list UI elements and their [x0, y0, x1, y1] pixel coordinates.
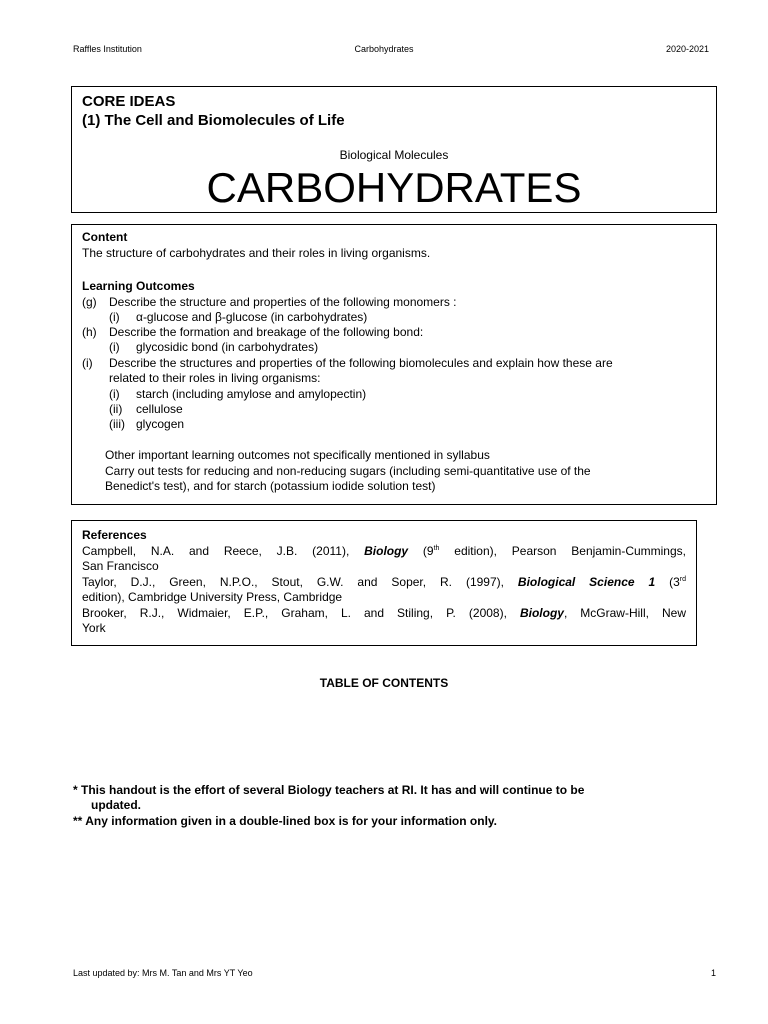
- note-1: * This handout is the effort of several Biology teachers at RI. It has and will continue to be: [73, 783, 585, 797]
- outcome-h-text: Describe the formation and breakage of the following bond:: [109, 325, 424, 339]
- footer-updated-by: Last updated by: Mrs M. Tan and Mrs YT Yeo: [73, 968, 253, 978]
- content-heading: Content: [82, 230, 128, 244]
- reference-3-cont: York: [82, 621, 106, 635]
- outcome-i-label: (i): [82, 356, 93, 370]
- content-text: The structure of carbohydrates and their roles in living organisms.: [82, 246, 431, 260]
- core-idea-title: (1) The Cell and Biomolecules of Life: [82, 112, 345, 129]
- outcome-i-iii-text: glycogen: [136, 417, 185, 431]
- reference-1: Campbell, N.A. and Reece, J.B. (2011), Biology (9th edition), Pearson Benjamin-Cummings,: [82, 544, 686, 558]
- document-title: CARBOHYDRATES: [206, 164, 582, 211]
- outcome-h-label: (h): [82, 325, 97, 339]
- references-heading: References: [82, 528, 147, 542]
- document-subtitle: Biological Molecules: [339, 148, 449, 162]
- title-box: [71, 86, 717, 213]
- core-ideas-label: CORE IDEAS: [82, 93, 176, 110]
- reference-2-cont: edition), Cambridge University Press, Cambridge: [82, 590, 343, 604]
- outcome-g-text: Describe the structure and properties of the following monomers :: [109, 295, 457, 309]
- header-center: Carbohydrates: [354, 44, 414, 54]
- toc-title: TABLE OF CONTENTS: [319, 676, 449, 690]
- other-outcomes-text-2: Benedict's test), and for starch (potassium iodide solution test): [105, 479, 436, 493]
- outcome-i-iii-label: (iii): [109, 417, 125, 431]
- note-2: ** Any information given in a double-lined box is for your information only.: [73, 814, 498, 828]
- outcome-h-i-text: glycosidic bond (in carbohydrates): [136, 340, 319, 354]
- outcome-i-i-text: starch (including amylose and amylopectin): [136, 387, 367, 401]
- outcome-g-i-text: α-glucose and β-glucose (in carbohydrates): [136, 310, 368, 324]
- header-left: Raffles Institution: [73, 44, 142, 54]
- note-1-cont: updated.: [91, 798, 141, 812]
- outcome-g-label: (g): [82, 295, 97, 309]
- header-right: 2020-2021: [665, 44, 709, 54]
- content-box: [71, 224, 717, 505]
- page-number: 1: [710, 968, 716, 978]
- learning-outcomes-heading: Learning Outcomes: [82, 279, 195, 293]
- references-box: [71, 520, 697, 646]
- outcome-h-i-label: (i): [109, 340, 120, 354]
- reference-1-cont: San Francisco: [82, 559, 159, 573]
- reference-2: Taylor, D.J., Green, N.P.O., Stout, G.W. and Soper, R. (1997), Biological Science 1 (3rd: [82, 575, 686, 589]
- outcome-i-ii-text: cellulose: [136, 402, 183, 416]
- outcome-i-text-1: Describe the structures and properties of the following biomolecules and explain how these are: [109, 356, 613, 370]
- outcome-i-ii-label: (ii): [109, 402, 123, 416]
- other-outcomes-heading: Other important learning outcomes not specifically mentioned in syllabus: [105, 448, 490, 462]
- other-outcomes-text-1: Carry out tests for reducing and non-reducing sugars (including semi-quantitative use of the: [105, 464, 591, 478]
- outcome-i-text-2: related to their roles in living organisms:: [109, 371, 321, 385]
- outcome-g-i-label: (i): [109, 310, 120, 324]
- outcome-i-i-label: (i): [109, 387, 120, 401]
- reference-3: Brooker, R.J., Widmaier, E.P., Graham, L. and Stiling, P. (2008), Biology, McGraw-Hill, New: [82, 606, 687, 620]
